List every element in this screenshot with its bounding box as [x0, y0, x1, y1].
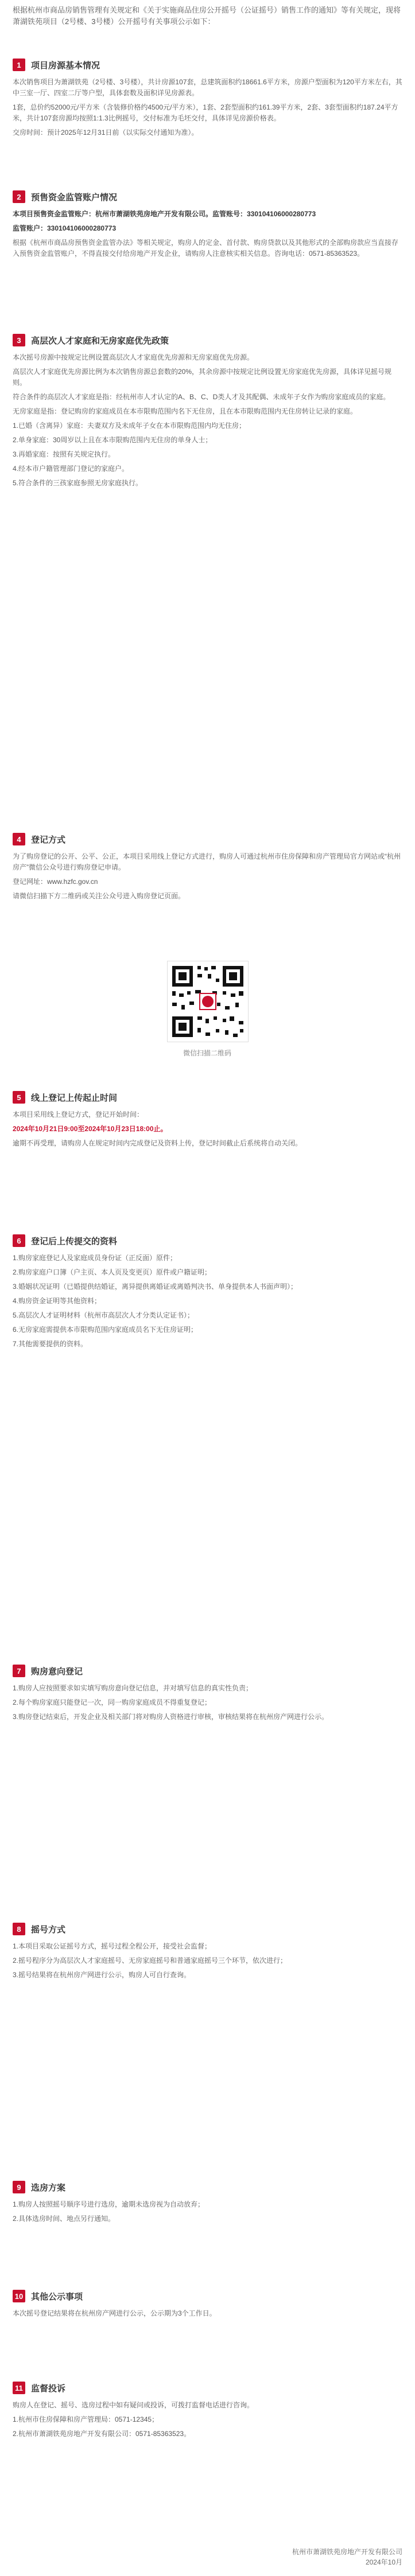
section-supervision — [13, 2380, 403, 2443]
section-title: 选房方案 — [31, 2183, 66, 2193]
paragraph: 为了购房登记的公开、公平、公正，本项目采用线上登记方式进行，购房人可通过杭州市住房保障和房产管理局官方网站或“杭州房产”微信公众号进行购房登记申请。 — [13, 852, 401, 871]
paragraph: 本项目采用线上登记方式，登记开始时间： — [13, 1110, 144, 1119]
footer-date: 2024年10月 — [365, 2558, 402, 2566]
section-number: 4 — [13, 833, 25, 845]
qr-code-block — [167, 961, 247, 1058]
section-number: 5 — [13, 1091, 25, 1104]
section-title: 购房意向登记 — [31, 1666, 83, 1677]
paragraph: 本次摇号登记结果将在杭州房产网进行公示，公示期为3个工作日。 — [13, 2309, 216, 2317]
paragraph: 根据《杭州市商品房预售资金监管办法》等相关规定，购房人的定金、首付款、购房贷款以及其他形式的全部购房款应当直接存入预售资金监管账户，不得直接交付给房地产开发企业，请购房人注意核实相关信息。咨询电话：0571-85363523。 — [13, 239, 399, 258]
paragraph: 2.购房家庭户口簿（户主页、本人页及变更页）原件或户籍证明； — [13, 1268, 212, 1276]
section-number: 1 — [13, 59, 25, 71]
footer-company: 杭州市萧湖铁苑房地产开发有限公司 — [292, 2548, 402, 2556]
paragraph: 1套，总价约52000元/平方米（含装修价格约4500元/平方米），1套、2套型面积约161.39平方米，2套、3套型面积约187.24平方米，共计107套房源均按照1:1.3比例摇号，交付标准为毛坯交付，具体详见房源价格表。 — [13, 103, 398, 122]
paragraph: 2.摇号程序分为高层次人才家庭摇号、无房家庭摇号和普通家庭摇号三个环节，依次进行； — [13, 1957, 288, 1965]
paragraph: 1.购房家庭登记人及家庭成员身份证（正反面）原件； — [13, 1254, 177, 1262]
paragraph: 3.婚姻状况证明（已婚提供结婚证，离异提供离婚证或离婚判决书、单身提供本人书面声明）； — [13, 1283, 298, 1291]
section-title: 高层次人才家庭和无房家庭优先政策 — [31, 336, 169, 346]
paragraph: 本项目预售资金监管账户：杭州市萧湖铁苑房地产开发有限公司。监管账号：330104106000280773 — [13, 210, 316, 218]
paragraph: 逾期不再受理，请购房人在规定时间内完成登记及资料上传，登记时间截止后系统将自动关闭。 — [13, 1139, 302, 1147]
section-title: 登记方式 — [31, 835, 66, 845]
section-intent-registration — [13, 1663, 403, 1726]
paragraph: 符合条件的高层次人才家庭是指：经杭州市人才认定的A、B、C、D类人才及其配偶、未成年子女作为购房家庭成员的家庭。 — [13, 393, 390, 401]
paragraph: 高层次人才家庭优先房源比例为本次销售房源总套数的20%，其余房源中按规定比例设置无房家庭优先房源，具体详见摇号规则。 — [13, 368, 392, 387]
section-header — [13, 2380, 403, 2395]
section-title: 摇号方式 — [31, 1924, 66, 1935]
paragraph: 3.摇号结果将在杭州房产网进行公示，购房人可自行查询。 — [13, 1971, 191, 1979]
paragraph: 购房人在登记、摇号、选房过程中如有疑问或投诉，可拨打监督电话进行咨询。 — [13, 2401, 254, 2409]
section-title: 线上登记上传起止时间 — [31, 1093, 118, 1103]
section-title: 预售资金监管账户情况 — [31, 192, 118, 202]
section-escrow-account — [13, 189, 403, 263]
section-lottery-method — [13, 1922, 403, 1984]
section-number: 3 — [13, 334, 25, 346]
section-number: 6 — [13, 1234, 25, 1247]
paragraph: 5.高层次人才证明材料（杭州市高层次人才分类认定证书）； — [13, 1311, 195, 1319]
paragraph: 4.购房资金证明等其他资料； — [13, 1297, 102, 1305]
section-header — [13, 1090, 403, 1105]
paragraph: 7.其他需要提供的资料。 — [13, 1340, 88, 1348]
paragraph: 1.本项目采取公证摇号方式，摇号过程全程公开，接受社会监督； — [13, 1942, 212, 1950]
paragraph: 2.具体选房时间、地点另行通知。 — [13, 2215, 115, 2223]
paragraph: 1.购房人应按照要求如实填写购房意向登记信息，并对填写信息的真实性负责； — [13, 1684, 253, 1692]
paragraph: 监管账户：330104106000280773 — [13, 224, 117, 232]
qr-code-image[interactable] — [167, 961, 249, 1042]
paragraph: 2.单身家庭：30周岁以上且在本市限购范围内无住房的单身人士； — [13, 436, 212, 444]
paragraph: 5.符合条件的三孩家庭参照无房家庭执行。 — [13, 479, 143, 487]
section-header — [13, 1922, 403, 1936]
section-project-info — [13, 57, 403, 142]
section-header — [13, 1233, 403, 1248]
section-online-time — [13, 1090, 403, 1152]
section-other-notices — [13, 2289, 403, 2322]
section-number: 10 — [13, 2290, 25, 2302]
section-title: 登记后上传提交的资料 — [31, 1236, 118, 1246]
qr-code-icon — [168, 961, 248, 1042]
section-number: 8 — [13, 1923, 25, 1935]
paragraph: 3.购房登记结束后，开发企业及相关部门将对购房人资格进行审核，审核结果将在杭州房产网进行公示。 — [13, 1713, 329, 1721]
section-header — [13, 2180, 403, 2195]
qr-caption: 微信扫描二维码 — [183, 1049, 231, 1057]
section-title: 其他公示事项 — [31, 2291, 83, 2302]
section-header — [13, 2289, 403, 2304]
section-title: 监督投诉 — [31, 2383, 66, 2394]
section-priority-policy — [13, 333, 403, 492]
paragraph: 无房家庭是指：登记购房的家庭成员在本市限购范围内名下无住房，且在本市限购范围内无住房转让记录的家庭。 — [13, 407, 358, 415]
section-title: 项目房源基本情况 — [31, 60, 100, 71]
section-number: 9 — [13, 2181, 25, 2193]
section-number: 7 — [13, 1665, 25, 1677]
section-number: 11 — [13, 2382, 25, 2394]
paragraph: 6.无房家庭需提供本市限购范围内家庭成员名下无住房证明； — [13, 1326, 198, 1334]
footer-signature — [292, 2547, 402, 2567]
paragraph[interactable]: 登记网址：www.hzfc.gov.cn — [13, 878, 98, 886]
section-required-docs — [13, 1233, 403, 1353]
paragraph: 3.再婚家庭：按照有关规定执行。 — [13, 450, 115, 458]
section-header — [13, 57, 403, 72]
highlight-time: 2024年10月21日9:00至2024年10月23日18:00止。 — [13, 1125, 168, 1133]
intro-paragraph: 根据杭州市商品房销售管理有关规定和《关于实施商品住房公开摇号（公证摇号）销售工作的通知》等有关规定，现将萧湖铁苑项目（2号楼、3号楼）公开摇号有关事项公示如下： — [13, 6, 401, 26]
paragraph: 本次摇号房源中按规定比例设置高层次人才家庭优先房源和无房家庭优先房源。 — [13, 353, 254, 361]
paragraph: 2.杭州市萧湖铁苑房地产开发有限公司：0571-85363523。 — [13, 2430, 191, 2438]
paragraph: 4.经本市户籍管理部门登记的家庭户。 — [13, 465, 129, 473]
section-header — [13, 832, 403, 847]
section-registration-method — [13, 832, 403, 905]
section-header — [13, 1663, 403, 1678]
section-header — [13, 333, 403, 348]
section-header — [13, 189, 403, 204]
paragraph: 2.每个购房家庭只能登记一次，同一购房家庭成员不得重复登记； — [13, 1698, 212, 1706]
paragraph: 本次销售项目为萧湖铁苑（2号楼、3号楼），共计房源107套，总建筑面积约18661.6平方米，房源户型面积为120平方米左右，其中三室一厅、四室二厅等户型，具体套数及面积详见房源表。 — [13, 78, 402, 97]
paragraph: 1.杭州市住房保障和房产管理局：0571-12345； — [13, 2415, 159, 2423]
section-number: 2 — [13, 190, 25, 203]
paragraph: 1.已婚（含离异）家庭：夫妻双方及未成年子女在本市限购范围内均无住房； — [13, 422, 246, 430]
paragraph: 交房时间：预计2025年12月31日前（以实际交付通知为准）。 — [13, 128, 199, 137]
section-selection-plan — [13, 2180, 403, 2228]
paragraph: 请微信扫描下方二维码或关注公众号进入购房登记页面。 — [13, 892, 185, 900]
paragraph: 1.购房人按照摇号顺序号进行选房，逾期未选房视为自动放弃； — [13, 2200, 205, 2208]
